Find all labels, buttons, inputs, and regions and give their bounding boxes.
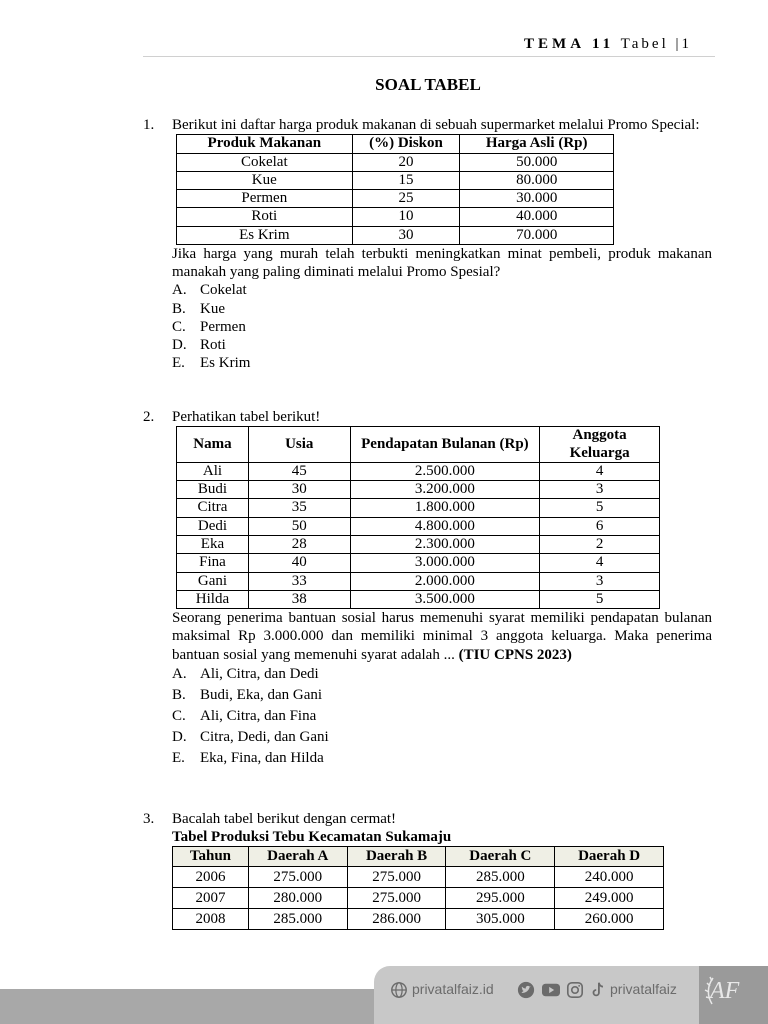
table-row [177,208,614,226]
question-2 [143,408,712,769]
table-cell: 40.000 [460,208,614,226]
table-cell: 15 [352,171,460,189]
table-cell: 20 [352,153,460,171]
answer-option[interactable]: E. Es Krim [172,355,251,372]
question-number: 2. [143,409,155,425]
table-cell: 4 [540,554,660,572]
table-cell: 240.000 [555,867,664,888]
table-cell: Citra [177,499,249,517]
table-row [173,909,664,930]
production-table [172,846,664,930]
answer-option[interactable]: B. Kue [172,300,225,317]
question-3 [143,810,712,930]
tiktok-icon[interactable] [589,981,607,999]
table-cell: 2 [540,535,660,553]
table-row [177,535,660,553]
column-header: Daerah A [248,847,347,867]
column-header: Nama [177,427,249,463]
table-row [173,867,664,888]
table-cell: 2.500.000 [350,462,540,480]
column-header: Daerah C [446,847,555,867]
page-title: SOAL TABEL [375,75,481,94]
table-cell: Dedi [177,517,249,535]
table-cell: 275.000 [347,888,446,909]
table-cell: 3.200.000 [350,481,540,499]
table-cell: Ali [177,462,249,480]
table-cell: 275.000 [347,867,446,888]
answer-option[interactable]: A. Ali, Citra, dan Dedi [172,665,319,682]
header-tema: TEMA 11 [524,36,615,52]
table-cell: 249.000 [555,888,664,909]
answer-option[interactable]: D. Citra, Dedi, dan Gani [172,728,329,745]
table-cell: 50.000 [460,153,614,171]
question-1 [143,116,712,372]
table-cell: Kue [177,171,353,189]
table-cell: 295.000 [446,888,555,909]
table-cell: Hilda [177,590,249,608]
table-row [177,572,660,590]
table-cell: 3 [540,481,660,499]
globe-icon [390,981,408,999]
table-cell: Fina [177,554,249,572]
question-intro: Perhatikan tabel berikut! [172,409,321,425]
table-cell: 2006 [173,867,249,888]
page-header [524,36,692,53]
answer-option[interactable]: C. Permen [172,318,246,335]
question-intro: Berikut ini daftar harga produk makanan di sebuah supermarket melalui Promo Special: [172,117,700,133]
table-cell: 40 [248,554,350,572]
instagram-icon[interactable] [566,981,584,999]
header-divider [143,56,715,57]
table-cell: 30 [248,481,350,499]
column-header: Tahun [173,847,249,867]
table-row [177,554,660,572]
table-row [177,517,660,535]
answer-options [172,664,712,769]
answer-option[interactable]: D. Roti [172,337,226,353]
table-cell: 3.500.000 [350,590,540,608]
column-header: Produk Makanan [177,135,353,153]
table-cell: 2.000.000 [350,572,540,590]
table-row [177,499,660,517]
table-cell: Es Krim [177,226,353,244]
table-cell: 25 [352,190,460,208]
table-cell: 286.000 [347,909,446,930]
header-subtitle: Tabel |1 [620,36,692,52]
table-cell: 30 [352,226,460,244]
table-cell: 285.000 [446,867,555,888]
table-cell: 305.000 [446,909,555,930]
table-row [177,590,660,608]
table-title: Tabel Produksi Tebu Kecamatan Sukamaju [172,829,452,846]
table-cell: 33 [248,572,350,590]
table-row [177,481,660,499]
table-cell: 3.000.000 [350,554,540,572]
question-source: (TIU CPNS 2023) [458,646,572,663]
answer-option[interactable]: C. Ali, Citra, dan Fina [172,707,317,724]
table-cell: 5 [540,499,660,517]
table-cell: 2007 [173,888,249,909]
table-cell: Roti [177,208,353,226]
table-cell: 285.000 [248,909,347,930]
answer-option[interactable]: E. Eka, Fina, dan Hilda [172,749,324,766]
table-cell: 4.800.000 [350,517,540,535]
twitter-icon[interactable] [517,981,535,999]
answer-option[interactable]: A. Cokelat [172,282,247,299]
table-cell: 5 [540,590,660,608]
column-header: Anggota Keluarga [540,427,660,463]
column-header: Daerah B [347,847,446,867]
table-row [177,226,614,244]
table-cell: 4 [540,462,660,480]
table-cell: Gani [177,572,249,590]
table-cell: 80.000 [460,171,614,189]
footer-website[interactable]: privatalfaiz.id [412,981,494,997]
table-cell: 275.000 [248,867,347,888]
table-cell: Eka [177,535,249,553]
answer-option[interactable]: B. Budi, Eka, dan Gani [172,686,323,703]
youtube-icon[interactable] [540,981,562,999]
question-text: Seorang penerima bantuan sosial harus memenuhi syarat memiliki pendapatan bulanan maksimal Rp 3.000.000 dan memiliki minimal 3 anggota keluarga. Maka penerima bantuan sosial yang memenuhi syarat adalah ... (TIU CPNS 2023) [172,610,712,663]
table-cell: 10 [352,208,460,226]
table-cell: 6 [540,517,660,535]
footer-logo: AF [710,978,740,1004]
table-row [177,171,614,189]
column-header: Harga Asli (Rp) [460,135,614,153]
column-header: (%) Diskon [352,135,460,153]
income-table [176,426,660,609]
table-cell: 38 [248,590,350,608]
table-cell: 70.000 [460,226,614,244]
table-row [177,153,614,171]
question-number: 3. [143,811,155,827]
table-cell: 28 [248,535,350,553]
table-cell: 260.000 [555,909,664,930]
column-header: Usia [248,427,350,463]
answer-options [172,281,712,372]
table-cell: Permen [177,190,353,208]
table-cell: 45 [248,462,350,480]
table-cell: 1.800.000 [350,499,540,517]
table-cell: 30.000 [460,190,614,208]
table-cell: 280.000 [248,888,347,909]
footer-social-handle[interactable]: privatalfaiz [610,981,677,997]
table-row [177,462,660,480]
product-table [176,134,614,245]
table-cell: Cokelat [177,153,353,171]
question-text: Jika harga yang murah telah terbukti meningkatkan minat pembeli, produk makanan manakah yang paling diminati melalui Promo Spesial? [172,245,712,281]
table-row [177,190,614,208]
column-header: Daerah D [555,847,664,867]
question-intro: Bacalah tabel berikut dengan cermat! [172,811,397,827]
table-cell: 35 [248,499,350,517]
table-cell: 50 [248,517,350,535]
table-cell: Budi [177,481,249,499]
table-cell: 2008 [173,909,249,930]
question-number: 1. [143,117,155,133]
table-cell: 2.300.000 [350,535,540,553]
column-header: Pendapatan Bulanan (Rp) [350,427,540,463]
table-row [173,888,664,909]
table-cell: 3 [540,572,660,590]
